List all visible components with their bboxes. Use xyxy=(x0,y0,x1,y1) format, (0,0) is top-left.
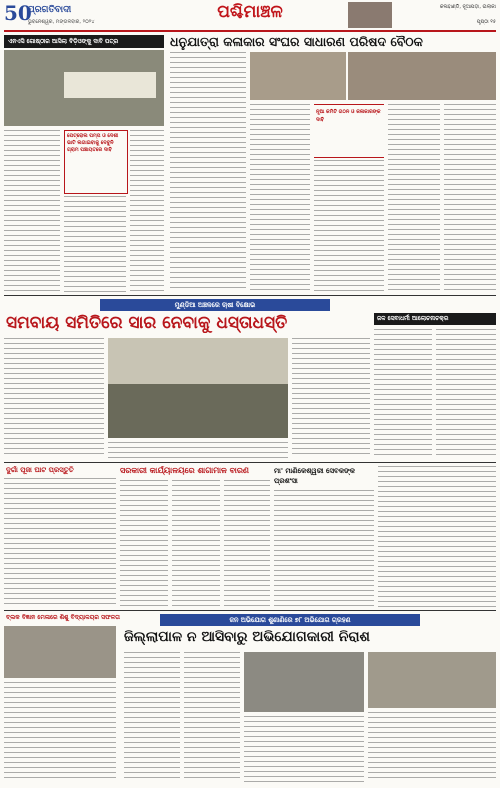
story8-headline: ବ୍ଲକ ବିଜ୍ଞାନ ମେଳାରେ ଶିଶୁ ବିଦ୍ୟାଳୟର ସଫଳତା xyxy=(6,614,120,621)
story3-photo xyxy=(108,338,288,438)
section-title: ପଶ୍ଚିମାଞ୍ଚଳ xyxy=(217,2,283,22)
logo-number: 50 xyxy=(4,1,32,25)
story1-quote-box xyxy=(64,130,128,194)
story1-body-right xyxy=(130,130,164,292)
story2-body-4 xyxy=(388,104,440,292)
story9-body-4 xyxy=(368,712,496,782)
page-number: ପୃଷ୍ଠା ୧୫ xyxy=(476,19,496,25)
story2-body-5 xyxy=(444,104,496,292)
divider-3 xyxy=(4,610,496,611)
story2-sub-box xyxy=(314,104,384,158)
story1-body-left xyxy=(4,130,60,292)
story6-body-2 xyxy=(172,480,220,608)
section-right: କଳାହାଣ୍ଡି, ନୂଆପଡ଼ା, ଇଲାକା xyxy=(439,4,496,10)
story9-kicker xyxy=(160,614,420,626)
story1-quote: ପେଟ୍ରୋଲ ପମ୍ପ ଓ ଦେଶୀ ଭାଟି ଲଗାଇବାକୁ ଦେବୁନି ଗ୍ରାମ ପଞ୍ଚାୟତରେ ଦାବି xyxy=(67,133,119,153)
story6-body-3 xyxy=(224,480,270,608)
story2-body-2 xyxy=(250,104,310,292)
story5-headline: ଦୁର୍ଗା ପୂଜା ଘାଟ ପ୍ରସ୍ତୁତି xyxy=(6,466,74,474)
paper-name: ପ୍ରଗତିବାଦୀ xyxy=(28,5,72,15)
masthead xyxy=(0,0,500,30)
story7-body xyxy=(274,490,374,608)
story2-subhead: ନୂଆ କମିଟି ଗଠନ ଓ କଳାକାରଙ୍କ ଦାବି xyxy=(316,109,381,123)
story8-photo xyxy=(4,626,116,678)
story4-headline-bar xyxy=(374,313,496,325)
masthead-photo xyxy=(348,2,392,28)
story5-body xyxy=(4,478,116,608)
story4-body-2 xyxy=(436,329,496,459)
story4-headline: ଜଳ ସେବାଧର୍ମୀ ଆଲୋଚନାଚକ୍ର xyxy=(377,315,449,322)
story1-headline: ଏନଏସି ଗୋଷ୍ଠୀର ଆସିଲା ବିଡ଼ିଓଙ୍କୁ ଦାବି ପତ୍ର xyxy=(8,38,119,45)
story2-body-3 xyxy=(314,160,384,292)
story9-photo-1 xyxy=(244,652,364,712)
story6-body-1 xyxy=(120,480,168,608)
story8-body xyxy=(4,682,116,782)
story4-body-3 xyxy=(378,466,496,608)
story9-kicker-text: ଜନ ଅଭିଯୋଗ ଶୁଣାଣିରେ ୭୮ ଅଭିଯୋଗ ଗ୍ରହଣ xyxy=(229,616,351,624)
story3-body-left xyxy=(4,338,104,458)
story9-body-1 xyxy=(124,652,180,782)
story1-photo-banner xyxy=(64,72,156,98)
story3-headline: ସମବାୟ ସମିତିରେ ସାର ନେବାକୁ ଧସ୍ତାଧସ୍ତି xyxy=(6,313,288,333)
story9-body-3 xyxy=(244,716,364,782)
story6-headline: ସରକାରୀ କାର୍ଯ୍ୟାଳୟରେ ଶାଗାମାଳ ବାରଣ xyxy=(120,466,249,475)
story7-headline: ମା' ମାଣିକେଶ୍ୱରୀ ସେବକଙ୍କ ପ୍ରଶଂସା xyxy=(274,467,355,485)
masthead-rule xyxy=(4,30,496,32)
story2-body-1 xyxy=(170,52,246,292)
story3-body-right xyxy=(292,338,370,458)
story2-photo-2 xyxy=(348,52,496,100)
story9-photo-2 xyxy=(368,652,496,708)
divider-2 xyxy=(4,462,496,463)
date-line: ଭୁବନେଶ୍ୱର, ମଙ୍ଗଳବାର, ୨୦୨୪ xyxy=(28,19,95,25)
story2-photo-1 xyxy=(250,52,346,100)
story9-headline: ଜିଲ୍ଲାପାଳ ନ ଆସିବାରୁ ଅଭିଯୋଗକାରୀ ନିରାଶ xyxy=(124,629,370,645)
story4-body-1 xyxy=(374,329,432,459)
story3-kicker xyxy=(100,299,330,311)
story1-photo xyxy=(4,50,164,126)
story3-kicker-text: ମୁଣ୍ଡିଆ ଅଞ୍ଚଳରେ ଚାଷୀ ବିକ୍ଷୋଭ xyxy=(174,301,256,309)
story3-photo-crowd xyxy=(108,384,288,438)
divider-1 xyxy=(4,295,496,296)
story1-body-mid xyxy=(64,196,126,292)
story9-body-2 xyxy=(184,652,240,782)
story3-photo-building xyxy=(108,338,288,384)
story2-headline: ଧନୁଯାତ୍ରା କଳାକାର ସଂଘର ସାଧାରଣ ପରିଷଦ ବୈଠକ xyxy=(170,34,423,49)
story3-caption xyxy=(108,442,288,458)
story1-headline-bar xyxy=(4,35,164,48)
